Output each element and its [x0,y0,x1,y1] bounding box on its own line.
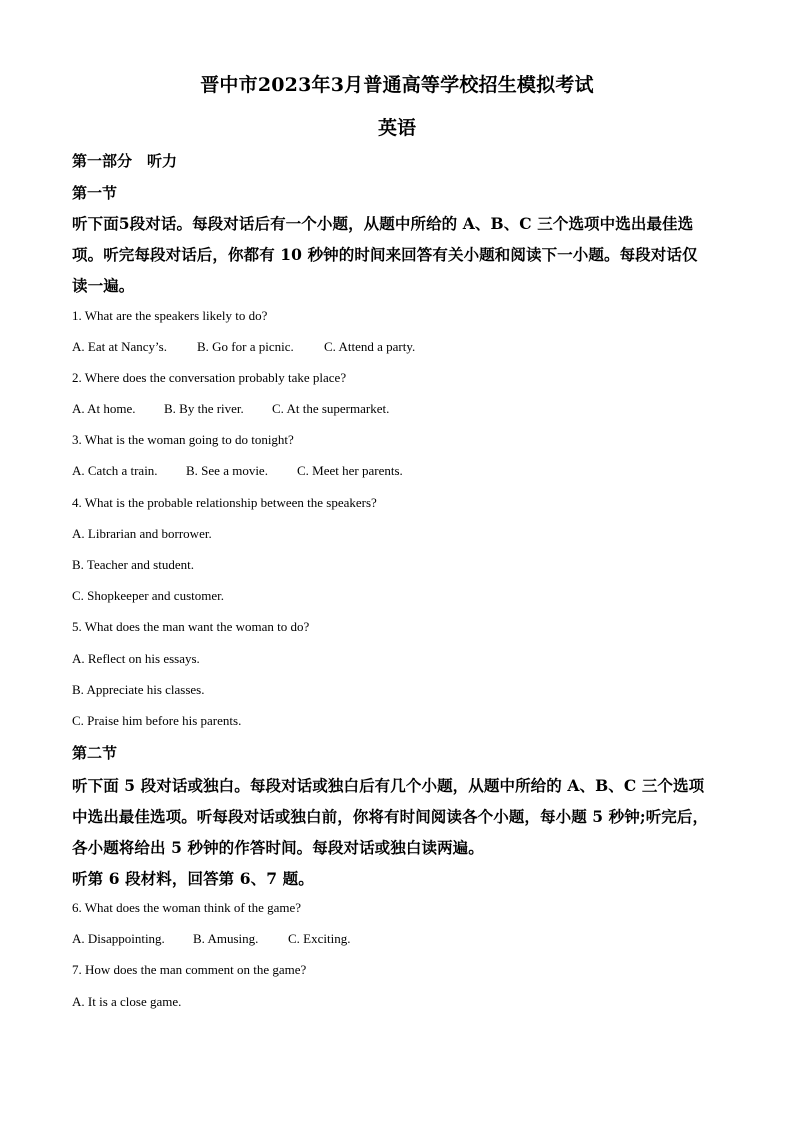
section-heading-1: 第一节 [72,184,118,202]
question-options [72,339,415,355]
option-c: C. Exciting. [288,931,351,946]
option-a: A. Librarian and borrower. [72,526,212,541]
instruction-line: 项。听完每段对话后，你都有 10 秒钟的时间来回答有关小题和阅读下一小题。每段对话仅 [72,245,698,264]
question-options [72,931,350,947]
option-b: B. See a movie. [186,463,268,478]
instruction-line: 中选出最佳选项。听每段对话或独白前，你将有时间阅读各个小题，每小题 5 秒钟;听完后， [72,807,709,826]
exam-title: 晋中市2023年3月普通高等学校招生模拟考试 [200,74,594,96]
question-options [72,463,403,479]
option-c: C. Shopkeeper and customer. [72,588,224,603]
option-c: C. Meet her parents. [297,463,403,478]
subject-title: 英语 [377,117,416,139]
question-stem: 2. Where does the conversation probably take place? [72,370,347,385]
instruction-line: 听下面5段对话。每段对话后有一个小题，从题中所给的 A、B、C 三个选项中选出最佳选 [72,214,694,233]
instruction-line: 读一遍。 [72,276,135,295]
instruction-line: 听下面 5 段对话或独白。每段对话或独白后有几个小题，从题中所给的 A、B、C 三个选项 [72,776,705,795]
option-a: A. At home. [72,401,136,416]
option-c: C. Praise him before his parents. [72,713,242,728]
question-stem: 1. What are the speakers likely to do? [72,308,268,323]
option-b: B. Appreciate his classes. [72,682,205,697]
question-options [72,401,389,417]
option-a: A. Reflect on his essays. [72,651,200,666]
option-b: B. By the river. [164,401,244,416]
section-heading-2: 第二节 [72,744,118,762]
question-stem: 3. What is the woman going to do tonight? [72,432,294,447]
part-heading: 第一部分 听力 [72,152,178,170]
option-b: B. Go for a picnic. [197,339,294,354]
option-a: A. Catch a train. [72,463,158,478]
option-a: A. It is a close game. [72,994,182,1009]
question-stem: 4. What is the probable relationship between the speakers? [72,495,377,510]
option-a: A. Disappointing. [72,931,165,946]
question-stem: 6. What does the woman think of the game? [72,900,302,915]
material-heading: 听第 6 段材料，回答第 6、7 题。 [72,869,314,888]
question-stem: 7. How does the man comment on the game? [72,962,307,977]
option-b: B. Teacher and student. [72,557,194,572]
option-b: B. Amusing. [193,931,259,946]
option-a: A. Eat at Nancy’s. [72,339,167,354]
option-c: C. Attend a party. [324,339,416,354]
question-stem: 5. What does the man want the woman to do? [72,619,310,634]
option-c: C. At the supermarket. [272,401,390,416]
instruction-line: 各小题将给出 5 秒钟的作答时间。每段对话或独白读两遍。 [72,838,484,857]
